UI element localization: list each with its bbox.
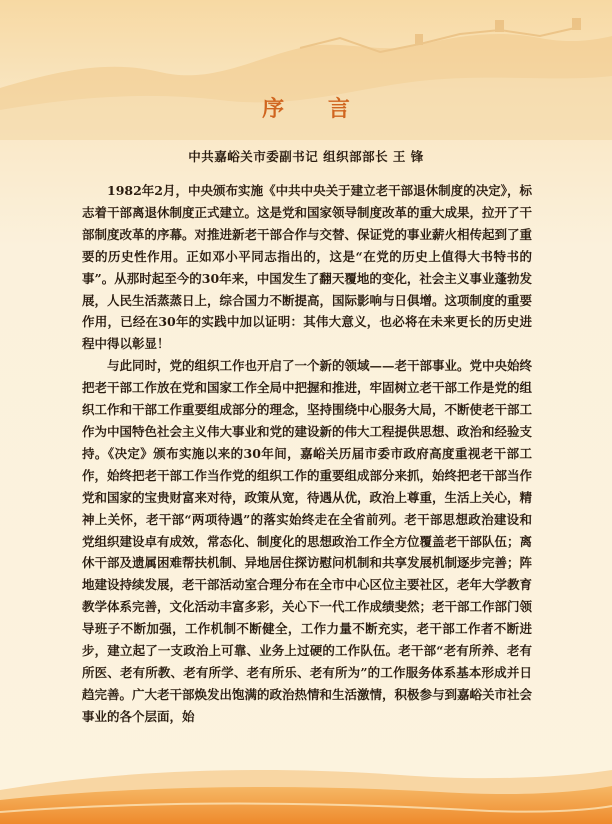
- author-byline: 中共嘉峪关市委副书记 组织部部长 王 锋: [188, 149, 424, 164]
- article-body: [82, 180, 532, 728]
- page-title: 序 言: [262, 97, 368, 122]
- paragraph: 与此同时，党的组织工作也开启了一个新的领域——老干部事业。党中央始终把老干部工作放在党和国家工作全局中把握和推进，牢固树立老干部工作是党的组织工作和干部工作重要组成部分的理念，坚持围绕中心服务大局，不断使老干部工作为中国特色社会主义伟大事业和党的建设新的伟大工程提供思想、政治和经验支持。《决定》颁布实施以来的30年间，嘉峪关历届市委市政府高度重视老干部工作，始终把老干部工作当作党的组织工作的重要组成部分来抓，始终把老干部当作党和国家的宝贵财富来对待，政策从宽，待遇从优，政治上尊重，生活上关心，精神上关怀，老干部“两项待遇”的落实始终走在全省前列。老干部思想政治建设和党组织建设卓有成效，常态化、制度化的思想政治工作全方位覆盖老干部队伍；离休干部及遗属困难帮扶机制、异地居住探访慰问机制和共享发展机制逐步完善；阵地建设持续发展，老干部活动室合理分布在全市中心区位主要社区，老年大学教育教学体系完善，文化活动丰富多彩，关心下一代工作成绩斐然；老干部工作部门领导班子不断加强，工作机制不断健全，工作力量不断充实，老干部工作者不断进步，建立起了一支政治上可靠、业务上过硬的工作队伍。老干部“老有所养、老有所医、老有所教、老有所学、老有所乐、老有所为”的工作服务体系基本形成并日趋完善。广大老干部焕发出饱满的政治热情和生活激情，积极参与到嘉峪关市社会事业的各个层面，始: [82, 358, 533, 724]
- paragraph: 1982年2月，中央颁布实施《中共中央关于建立老干部退休制度的决定》，标志着干部离退休制度正式建立。这是党和国家领导制度改革的重大成果，拉开了干部制度改革的序幕。对推进新老干部合作与交替、保证党的事业薪火相传起到了重要的历史性作用。正如邓小平同志指出的，这是“在党的历史上值得大书特书的事”。从那时起至今的30年来，中国发生了翻天覆地的变化，社会主义事业蓬勃发展，人民生活蒸蒸日上，综合国力不断提高，国际影响与日俱增。这项制度的重要作用，已经在30年的实践中加以证明：其伟大意义，也必将在未来更长的历史进程中得以彰显！: [82, 183, 533, 352]
